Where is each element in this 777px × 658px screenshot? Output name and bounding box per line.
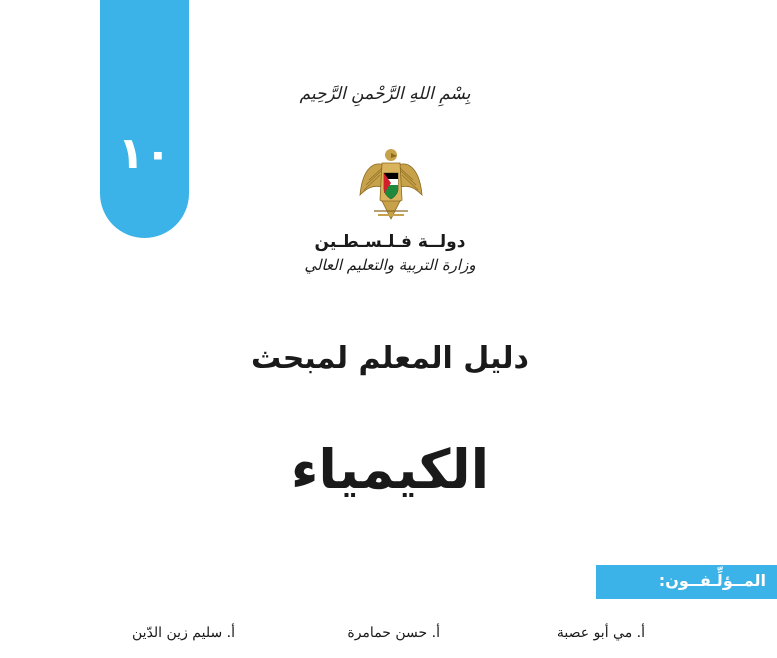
grade-tab bbox=[100, 0, 189, 238]
guide-title: دليل المعلم لمبحث bbox=[251, 341, 529, 376]
state-name: دولــة فـلـسـطـين bbox=[314, 232, 466, 252]
basmala: بِسْمِ اللهِ الرَّحْمنِ الرَّحِيم bbox=[299, 84, 471, 104]
ministry-name: وزارة التربية والتعليم العالي bbox=[304, 256, 476, 274]
authors-label: المــؤلِّـفــون: bbox=[658, 571, 766, 590]
author-name: أ. حسن حمامرة bbox=[347, 625, 440, 641]
palestine-eagle-emblem-icon bbox=[356, 145, 426, 227]
subject-title: الكيمياء bbox=[290, 438, 490, 501]
author-name: أ. مي أبو عصبة bbox=[556, 625, 645, 641]
grade-number: ١٠ bbox=[117, 128, 172, 179]
author-name: أ. سليم زين الدّين bbox=[132, 625, 235, 641]
